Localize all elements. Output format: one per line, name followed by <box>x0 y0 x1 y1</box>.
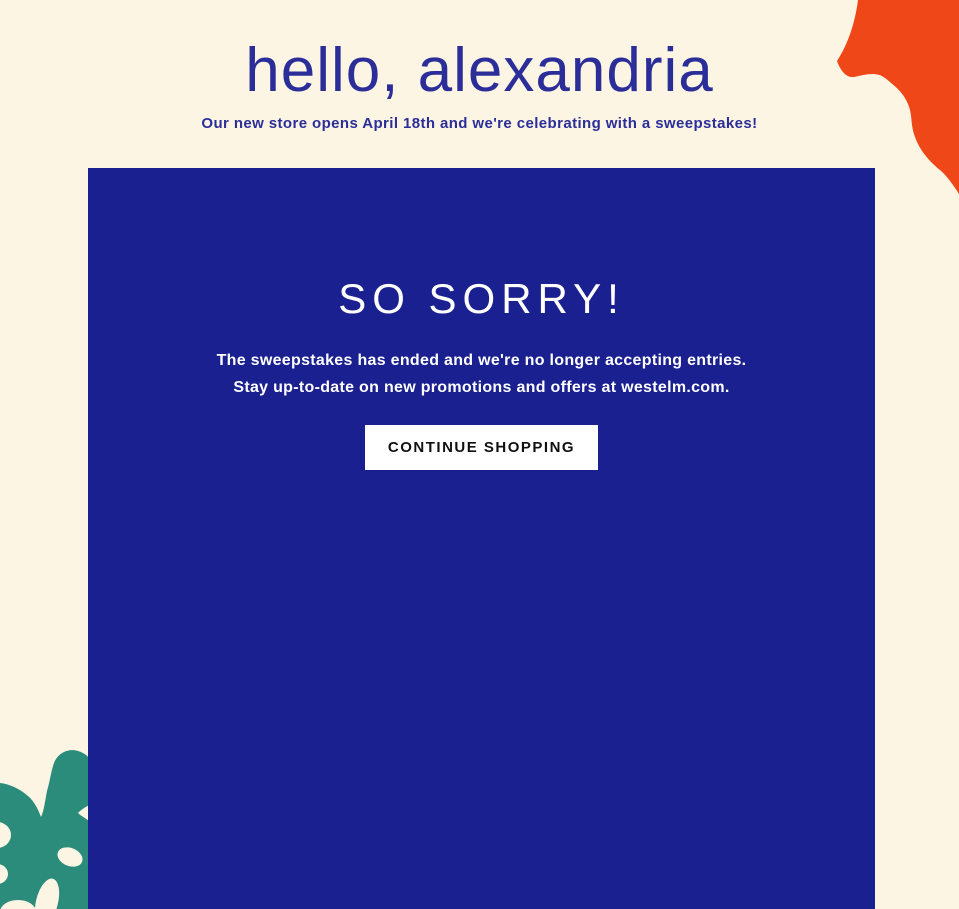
subtitle-text: Our new store opens April 18th and we're celebrating with a sweepstakes! <box>201 115 758 132</box>
greeting-heading: hello, alexandria <box>245 36 714 105</box>
promo-card <box>88 168 875 909</box>
page-header <box>0 0 959 132</box>
continue-shopping-button[interactable]: CONTINUE SHOPPING <box>365 425 598 470</box>
teal-leaf-icon <box>0 749 95 909</box>
sorry-heading: SO SORRY! <box>338 275 625 322</box>
message-line-1: The sweepstakes has ended and we're no longer accepting entries. <box>216 352 747 369</box>
message-line-2: Stay up-to-date on new promotions and offers at westelm.com. <box>233 379 730 396</box>
card-message <box>217 347 747 401</box>
